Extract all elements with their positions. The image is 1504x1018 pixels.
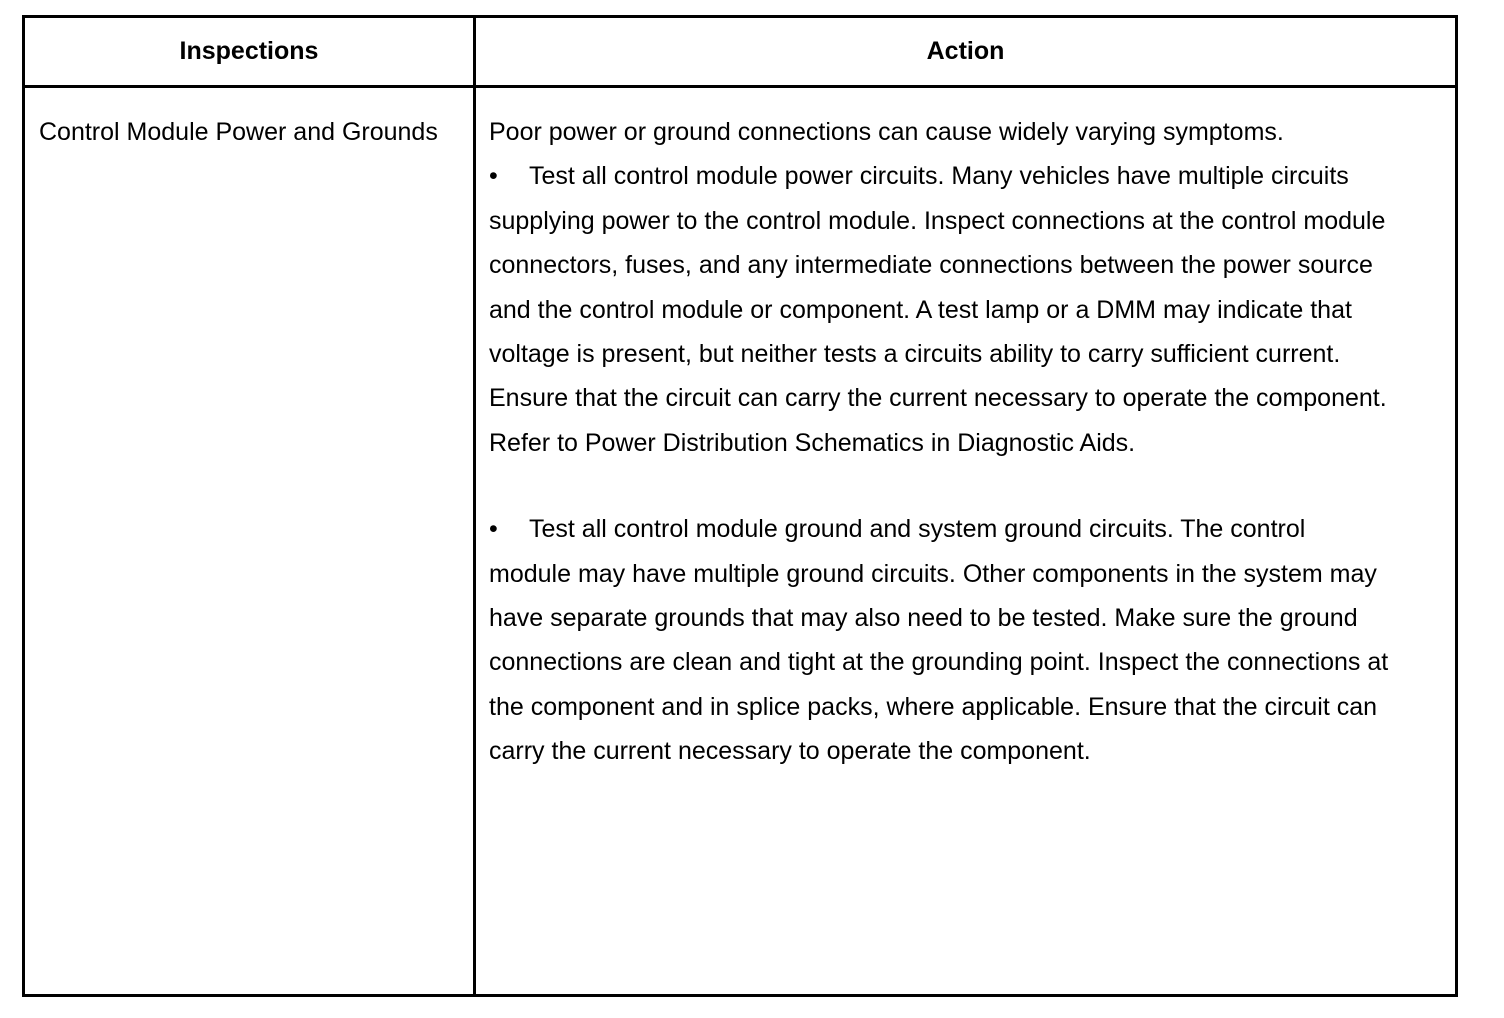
action-bullet-2-text: Test all control module ground and system ground circuits. The control module may have multiple ground circuits. Other components in the system may have separate grounds that may also need to be tested. Make sure the ground connections are clean and tight at the grounding point. Inspect the connections at the component and in splice packs, where applicable. Ensure that the circuit can carry the current necessary to operate the component. bbox=[489, 515, 1389, 766]
bullet-marker: • bbox=[489, 162, 498, 191]
header-action: Action bbox=[926, 37, 1005, 65]
cell-action bbox=[489, 110, 1389, 774]
column-divider bbox=[473, 18, 476, 994]
cell-inspection: Control Module Power and Grounds bbox=[39, 118, 438, 146]
bullet-marker: • bbox=[489, 515, 498, 544]
header-inspections: Inspections bbox=[179, 37, 319, 65]
inspection-table bbox=[22, 15, 1458, 997]
paragraph-gap bbox=[489, 465, 1389, 507]
table-header-row bbox=[25, 18, 1455, 88]
action-bullet-1-text: Test all control module power circuits. Many vehicles have multiple circuits supplying power to the control module. Inspect connections at the control module connectors, fuses, and any intermediate connections between the power source and the control module or component. A test lamp or a DMM may indicate that voltage is present, but neither tests a circuits ability to carry sufficient current. Ensure that the circuit can carry the current necessary to operate the component. Refer to Power Distribution Schematics in Diagnostic Aids. bbox=[489, 162, 1387, 457]
action-intro: Poor power or ground connections can cause widely varying symptoms. bbox=[489, 118, 1284, 146]
action-bullet-2 bbox=[489, 507, 1389, 773]
action-bullet-1 bbox=[489, 154, 1389, 465]
